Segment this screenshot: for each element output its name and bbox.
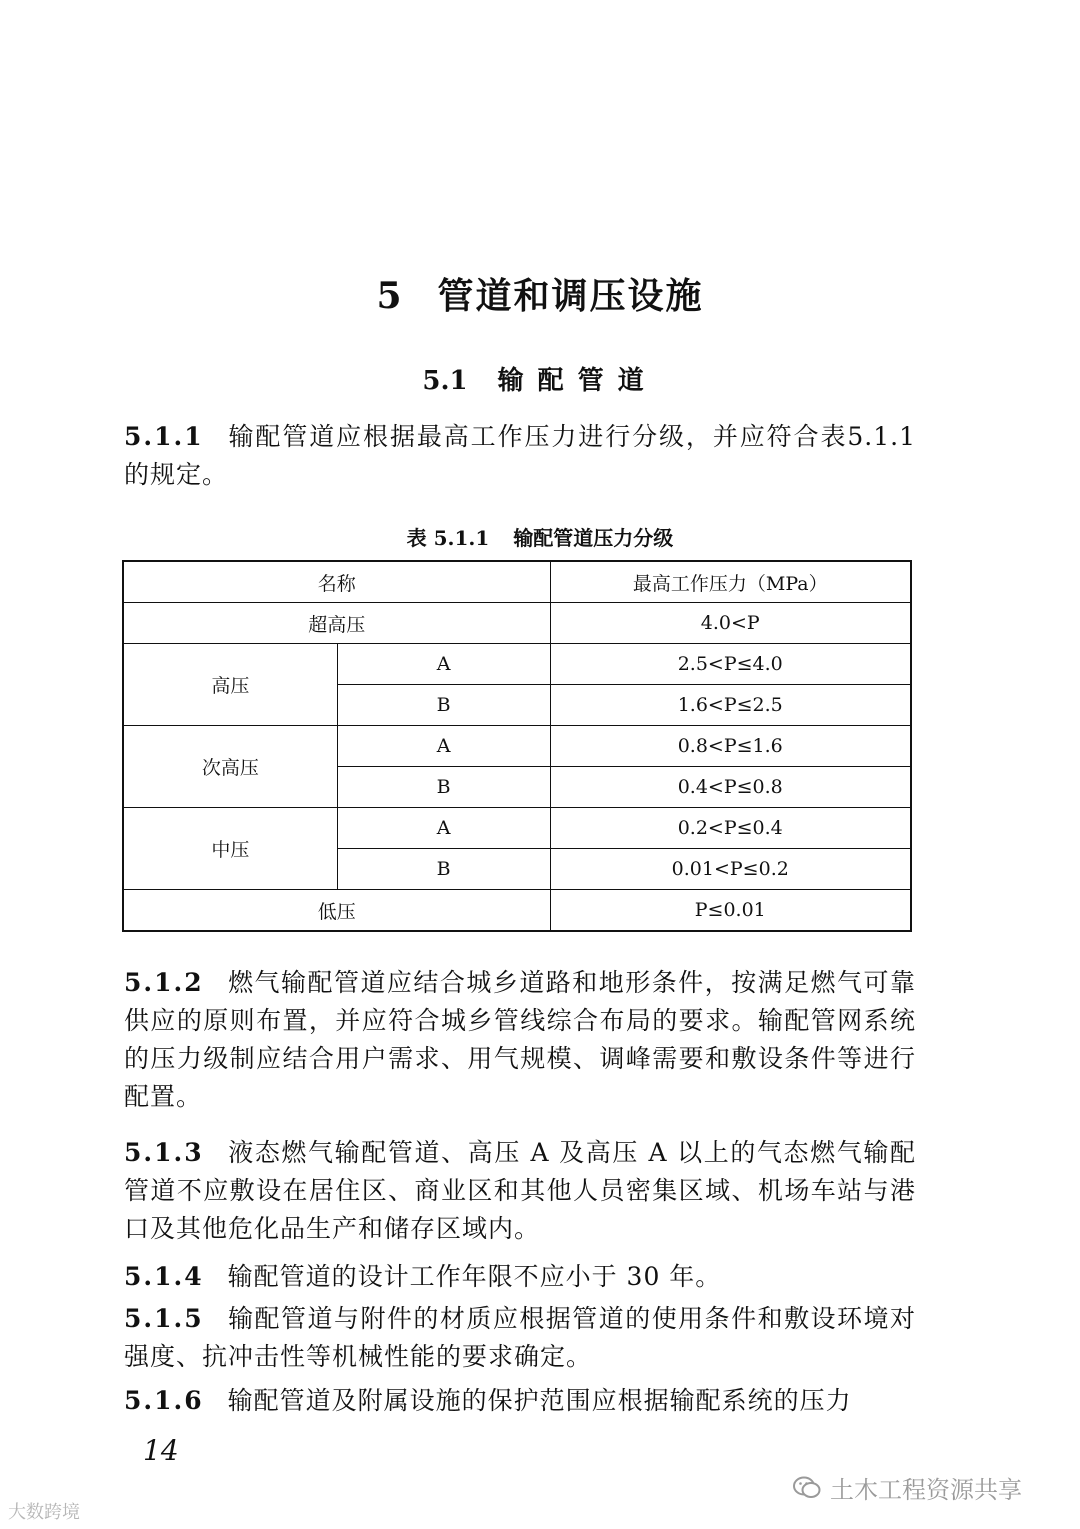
clause-5-1-1 xyxy=(124,418,916,494)
cell-name: 次高压 xyxy=(123,726,337,808)
table-header-row xyxy=(123,561,911,603)
clause-5-1-5 xyxy=(124,1300,916,1376)
cell-pressure: P≤0.01 xyxy=(550,890,911,932)
cell-name: 超高压 xyxy=(123,603,550,644)
cell-grade: B xyxy=(337,685,550,726)
chapter-title-text: 管道和调压设施 xyxy=(437,275,704,317)
chapter-number: 5 xyxy=(376,275,404,317)
cell-grade: B xyxy=(337,849,550,890)
chapter-title xyxy=(0,268,1080,319)
table-row xyxy=(123,890,911,932)
cell-name: 中压 xyxy=(123,808,337,890)
clause-number: 5.1.6 xyxy=(124,1386,204,1415)
page-number: 14 xyxy=(143,1434,179,1467)
section-title-text: 输配管道 xyxy=(497,366,658,396)
table-row xyxy=(123,726,911,767)
clause-number: 5.1.5 xyxy=(124,1304,204,1333)
clause-5-1-4 xyxy=(124,1258,916,1296)
clause-5-1-6 xyxy=(124,1382,916,1420)
table-caption-title: 输配管道压力分级 xyxy=(513,526,674,550)
pressure-class-table xyxy=(122,560,912,932)
cell-pressure: 0.2<P≤0.4 xyxy=(550,808,911,849)
table-row xyxy=(123,808,911,849)
clause-number: 5.1.1 xyxy=(124,422,204,451)
table-caption xyxy=(0,522,1080,551)
brand-mark: 大数跨境 xyxy=(8,1502,80,1523)
cell-grade: A xyxy=(337,726,550,767)
cell-pressure: 0.01<P≤0.2 xyxy=(550,849,911,890)
clause-text: 液态燃气输配管道、高压 A 及高压 A 以上的气态燃气输配管道不应敷设在居住区、商业区和其他人员密集区域、机场车站与港口及其他危化品生产和储存区域内。 xyxy=(124,1138,916,1243)
cell-pressure: 0.8<P≤1.6 xyxy=(550,726,911,767)
cell-grade: A xyxy=(337,808,550,849)
cell-pressure: 1.6<P≤2.5 xyxy=(550,685,911,726)
clause-number: 5.1.3 xyxy=(124,1138,204,1167)
watermark-text: 土木工程资源共享 xyxy=(830,1476,1022,1504)
cell-name: 低压 xyxy=(123,890,550,932)
header-pressure: 最高工作压力（MPa） xyxy=(550,561,911,603)
cell-pressure: 4.0<P xyxy=(550,603,911,644)
clause-text: 输配管道应根据最高工作压力进行分级，并应符合表5.1.1的规定。 xyxy=(124,422,916,489)
section-number: 5.1 xyxy=(422,366,468,396)
clause-5-1-2 xyxy=(124,964,916,1116)
cell-pressure: 2.5<P≤4.0 xyxy=(550,644,911,685)
clause-text: 燃气输配管道应结合城乡道路和地形条件，按满足燃气可靠供应的原则布置，并应符合城乡管线综合布局的要求。输配管网系统的压力级制应结合用户需求、用气规模、调峰需要和敷设条件等进行配置。 xyxy=(124,968,916,1111)
table-caption-number: 表 5.1.1 xyxy=(406,526,490,550)
cell-pressure: 0.4<P≤0.8 xyxy=(550,767,911,808)
clause-5-1-3 xyxy=(124,1134,916,1248)
cell-name: 高压 xyxy=(123,644,337,726)
clause-text: 输配管道及附属设施的保护范围应根据输配系统的压力 xyxy=(227,1386,852,1415)
clause-number: 5.1.2 xyxy=(124,968,204,997)
section-title xyxy=(0,360,1080,397)
clause-text: 输配管道与附件的材质应根据管道的使用条件和敷设环境对强度、抗冲击性等机械性能的要求确定。 xyxy=(124,1304,916,1371)
watermark xyxy=(792,1470,1022,1505)
table-row xyxy=(123,603,911,644)
clause-number: 5.1.4 xyxy=(124,1262,204,1291)
cell-grade: B xyxy=(337,767,550,808)
table-row xyxy=(123,644,911,685)
cell-grade: A xyxy=(337,644,550,685)
clause-text: 输配管道的设计工作年限不应小于 30 年。 xyxy=(227,1262,722,1291)
wechat-icon xyxy=(792,1475,822,1501)
header-name: 名称 xyxy=(123,561,550,603)
